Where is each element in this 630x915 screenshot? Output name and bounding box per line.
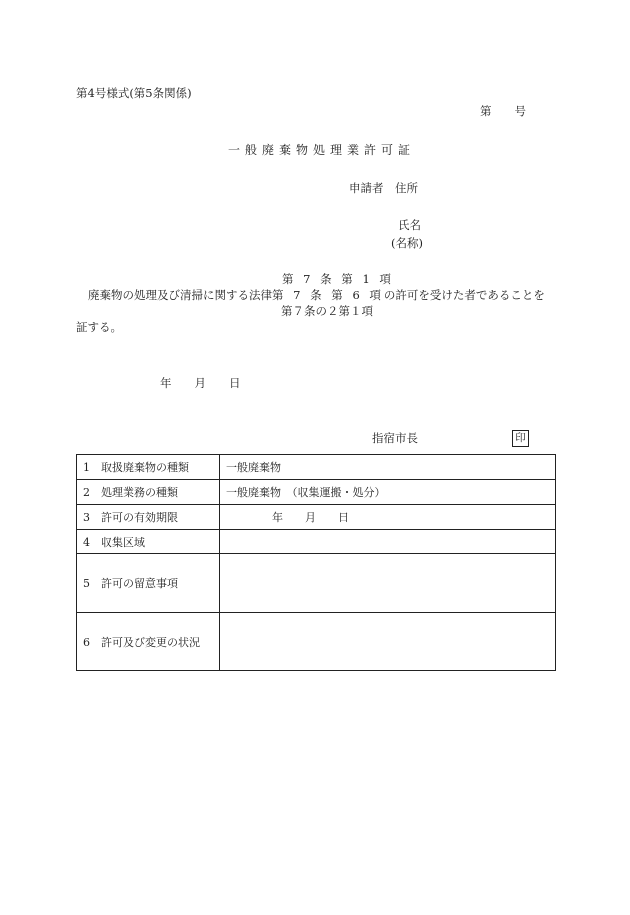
row-value: 一般廃棄物 （収集運搬・処分） [220,480,556,505]
row-value [220,530,556,554]
row-value [220,554,556,613]
clause-option-1: 第 7 条 第 1 項 [282,272,394,286]
row-label: 1 取扱廃棄物の種類 [77,455,220,480]
issue-date: 年 月 日 [160,376,241,390]
table-row [77,613,556,671]
issuer: 指宿市長 [372,431,418,445]
table-row [77,480,556,505]
table-row [77,530,556,554]
law-name: 廃棄物の処理及び清掃に関する法律 [88,288,272,302]
permit-table [76,454,556,671]
row-value: 一般廃棄物 [220,455,556,480]
body-text [88,288,545,302]
applicant-name-label: 氏名 [398,218,421,232]
seal-mark: 印 [512,430,529,447]
row-label: 3 許可の有効期限 [77,505,220,530]
row-label: 6 許可及び変更の状況 [77,613,220,671]
clause-option-3: 第７条の２第１項 [281,304,373,318]
row-label: 5 許可の留意事項 [77,554,220,613]
row-value [220,613,556,671]
applicant-corp-label: (名称) [391,236,423,250]
certificate-number: 第 号 [480,104,526,118]
form-number: 第4号様式(第5条関係) [76,86,192,100]
row-value: 年 月 日 [220,505,556,530]
row-label: 4 収集区域 [77,530,220,554]
table-row [77,455,556,480]
applicant-address-label: 申請者 住所 [349,181,418,195]
document-title: 一般廃棄物処理業許可証 [228,143,416,157]
body-suffix: の許可を受けた者であることを [383,288,545,302]
row-label: 2 処理業務の種類 [77,480,220,505]
body-closing: 証する。 [76,320,122,334]
table-row [77,554,556,613]
table-row [77,505,556,530]
clause-option-2: 第 7 条 第 6 項 [272,288,384,302]
